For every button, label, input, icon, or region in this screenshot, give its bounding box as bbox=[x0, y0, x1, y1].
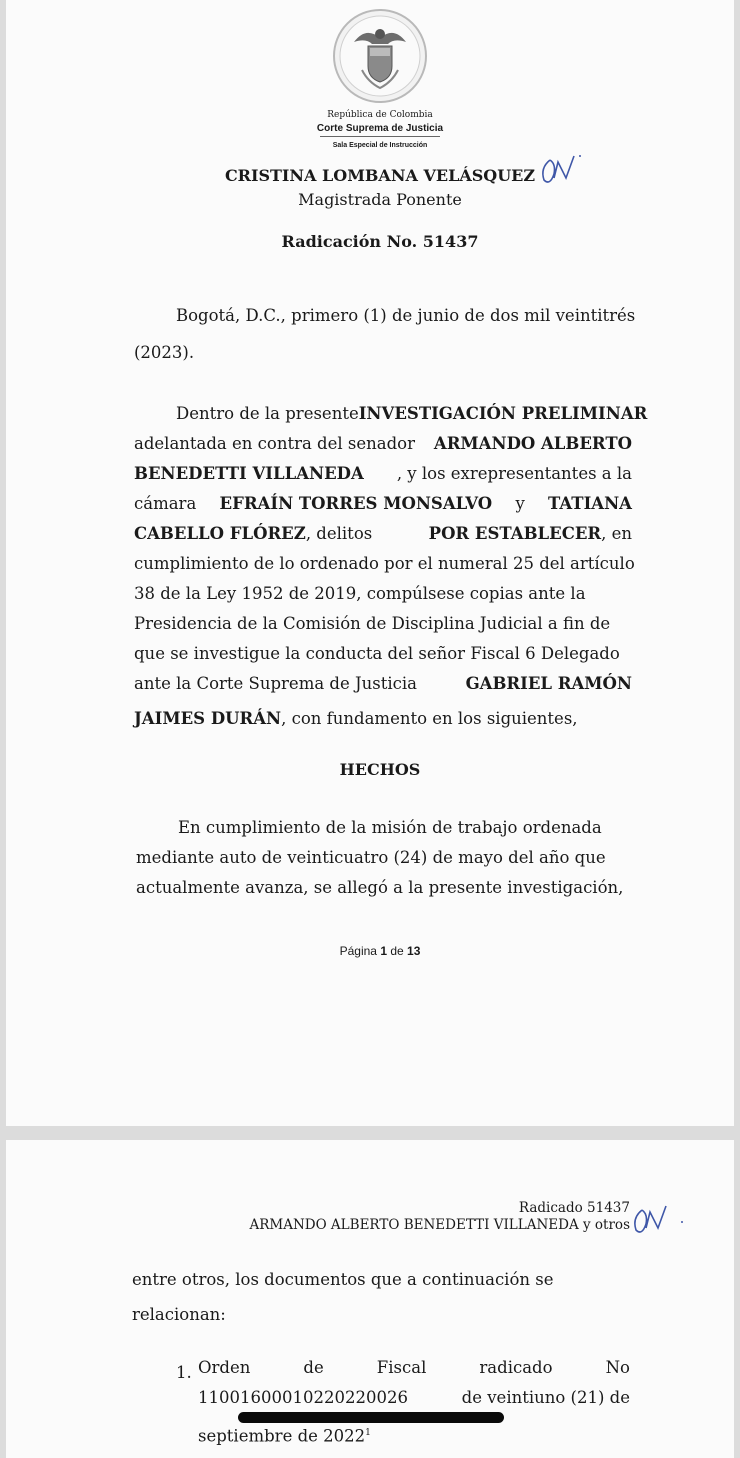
list-item-number: 1. bbox=[176, 1363, 192, 1382]
running-head-parties: ARMANDO ALBERTO BENEDETTI VILLANEDA y otros bbox=[249, 1217, 630, 1233]
magistrate-role: Magistrada Ponente bbox=[298, 190, 462, 209]
p2-line-2: relacionan: bbox=[132, 1305, 226, 1324]
intro-line-3: BENEDETTI VILLANEDA , y los exrepresentantes a la bbox=[134, 464, 632, 483]
header-republic: República de Colombia bbox=[327, 110, 433, 120]
radicacion-number: Radicación No. 51437 bbox=[281, 232, 479, 251]
facts-line-2: mediante auto de veinticuatro (24) de mayo del año que bbox=[136, 848, 606, 867]
intro-line-4: cámara EFRAÍN TORRES MONSALVO y TATIANA bbox=[134, 494, 632, 513]
facts-line-1: En cumplimiento de la misión de trabajo ordenada bbox=[178, 818, 602, 837]
list-item-line-2: 11001600010220220026 de veintiuno (21) de bbox=[198, 1388, 630, 1407]
intro-line-10: ante la Corte Suprema de Justicia GABRIEL RAMÓN bbox=[134, 674, 632, 693]
intro-line-1: Dentro de la presente INVESTIGACIÓN PRELIMINAR bbox=[176, 404, 648, 423]
intro-line-9: que se investigue la conducta del señor Fiscal 6 Delegado bbox=[134, 644, 620, 663]
list-item-line-3: septiembre de 2022$^1$ bbox=[198, 1426, 371, 1446]
date-year: (2023). bbox=[134, 343, 195, 362]
handwritten-initials-signature bbox=[536, 150, 586, 190]
redaction-bar bbox=[238, 1412, 504, 1423]
header-divider bbox=[320, 136, 440, 137]
date-line: Bogotá, D.C., primero (1) de junio de dos mil veintitrés bbox=[176, 306, 636, 325]
section-title-hechos: HECHOS bbox=[339, 760, 421, 779]
p2-line-1: entre otros, los documentos que a continuación se bbox=[132, 1270, 554, 1289]
intro-line-5: CABELLO FLÓREZ, delitos POR ESTABLECER, en bbox=[134, 524, 632, 543]
intro-line-6: cumplimiento de lo ordenado por el numeral 25 del artículo bbox=[134, 554, 635, 573]
intro-line-8: Presidencia de la Comisión de Disciplina Judicial a fin de bbox=[134, 614, 611, 633]
header-court: Corte Suprema de Justicia bbox=[316, 123, 444, 134]
intro-line-11: JAIMES DURÁN, con fundamento en los siguientes, bbox=[134, 709, 578, 728]
page-number-footer: Página 1 de 13 bbox=[339, 944, 421, 958]
list-item-line-1: Orden de Fiscal radicado No bbox=[198, 1358, 630, 1377]
footnote-marker: 1 bbox=[365, 1428, 371, 1438]
header-chamber: Sala Especial de Instrucción bbox=[332, 142, 428, 149]
running-head-radicado: Radicado 51437 bbox=[518, 1200, 630, 1216]
coat-of-arms-seal bbox=[332, 8, 428, 104]
intro-line-7: 38 de la Ley 1952 de 2019, compúlsese copias ante la bbox=[134, 584, 586, 603]
magistrate-name: CRISTINA LOMBANA VELÁSQUEZ bbox=[224, 166, 536, 185]
intro-line-2: adelantada en contra del senador ARMANDO ALBERTO bbox=[134, 434, 632, 453]
handwritten-initials-signature-page2 bbox=[628, 1200, 688, 1240]
facts-line-3: actualmente avanza, se allegó a la presente investigación, bbox=[136, 878, 624, 897]
